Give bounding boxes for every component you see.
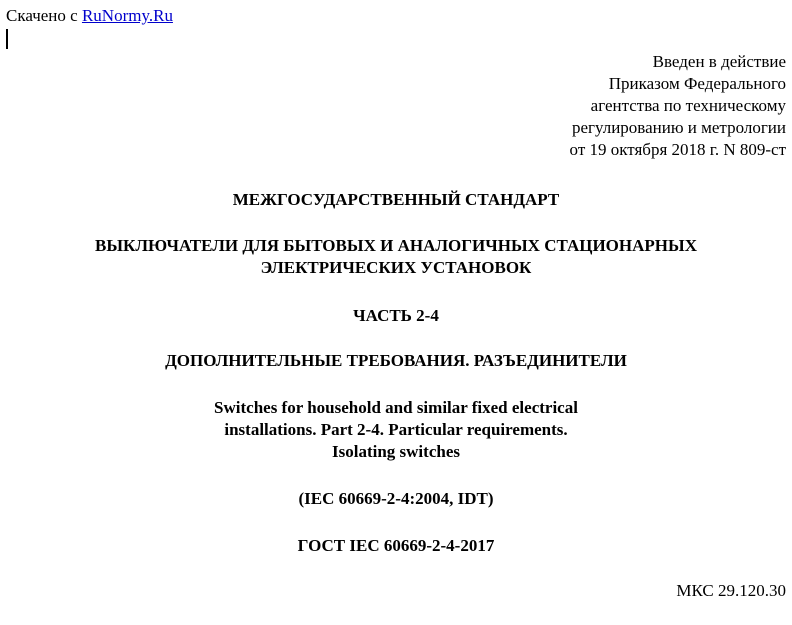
title-en-line: installations. Part 2-4. Particular requirements. [224, 420, 568, 439]
part-heading [0, 305, 792, 327]
gost-designation [0, 535, 792, 557]
title-en [0, 397, 792, 463]
title-en-line: Switches for household and similar fixed electrical [214, 398, 578, 417]
approval-line: регулированию и метрологии [571, 118, 786, 137]
title-ru-line: ВЫКЛЮЧАТЕЛИ ДЛЯ БЫТОВЫХ И АНАЛОГИЧНЫХ СТАЦИОНАРНЫХ [95, 236, 697, 255]
runormy-link[interactable]: RuNormy.Ru [81, 6, 173, 25]
mks-code: МКС 29.120.30 [676, 581, 786, 600]
part-text: ЧАСТЬ 2-4 [353, 306, 439, 325]
approval-line: Приказом Федерального [608, 74, 786, 93]
title-ru-line: ЭЛЕКТРИЧЕСКИХ УСТАНОВОК [260, 258, 532, 277]
iec-reference-text: (IEC 60669-2-4:2004, IDT) [298, 489, 494, 508]
iec-reference [0, 488, 792, 510]
source-prefix: Скачено с [6, 6, 78, 25]
approval-block [570, 51, 786, 161]
title-en-line: Isolating switches [332, 442, 460, 461]
approval-line: Введен в действие [652, 52, 786, 71]
standard-type-text: МЕЖГОСУДАРСТВЕННЫЙ СТАНДАРТ [232, 190, 560, 209]
approval-line: от 19 октября 2018 г. N 809-ст [569, 140, 786, 159]
subtitle-ru [0, 350, 792, 372]
gost-designation-text: ГОСТ IEC 60669-2-4-2017 [297, 536, 495, 555]
standard-type-heading [0, 189, 792, 211]
source-line [6, 5, 173, 27]
subtitle-ru-text: ДОПОЛНИТЕЛЬНЫЕ ТРЕБОВАНИЯ. РАЗЪЕДИНИТЕЛИ [165, 351, 627, 370]
approval-line: агентства по техническому [590, 96, 786, 115]
title-ru [0, 235, 792, 279]
text-cursor [6, 29, 8, 49]
